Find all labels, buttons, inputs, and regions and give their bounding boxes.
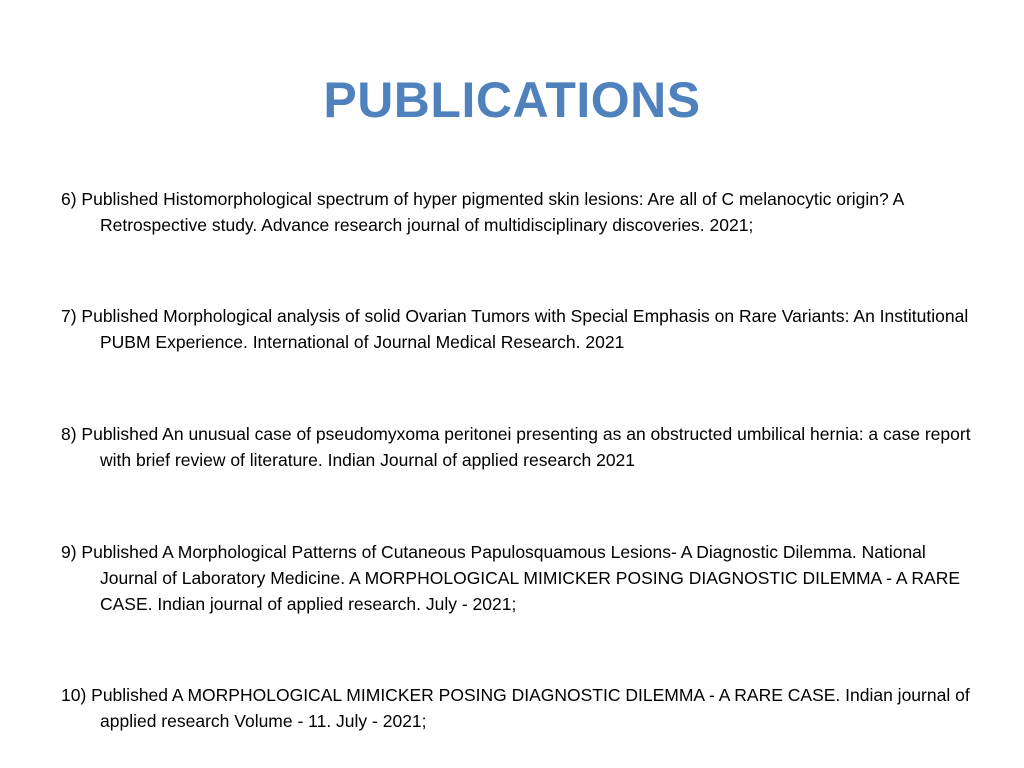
- publication-entry-9: 9) Published A Morphological Patterns of Cutaneous Papulosquamous Lesions- A Diagnostic Dilemma. National Journal of Laboratory Medicine. A MORPHOLOGICAL MIMICKER POSING DIAGNOSTIC DILEMMA - A RARE CASE. Indian journal of applied research. July - 2021;: [61, 542, 961, 614]
- publication-entry-6: 6) Published Histomorphological spectrum of hyper pigmented skin lesions: Are all of C melanocytic origin? A Retrospective study. Advance research journal of multidisciplinary discoveries. 2021;: [61, 189, 904, 235]
- publication-entry-10: 10) Published A MORPHOLOGICAL MIMICKER POSING DIAGNOSTIC DILEMMA - A RARE CASE. Indian journal of applied research Volume - 11. July - 2021;: [61, 685, 970, 731]
- page-title: PUBLICATIONS: [323, 72, 701, 128]
- publication-entry-7: 7) Published Morphological analysis of solid Ovarian Tumors with Special Emphasis on Rare Variants: An Institutional PUBM Experience. International of Journal Medical Research. 2021: [61, 306, 969, 352]
- publication-entry-8: 8) Published An unusual case of pseudomyxoma peritonei presenting as an obstructed umbilical hernia: a case report with brief review of literature. Indian Journal of applied research 2021: [61, 424, 971, 470]
